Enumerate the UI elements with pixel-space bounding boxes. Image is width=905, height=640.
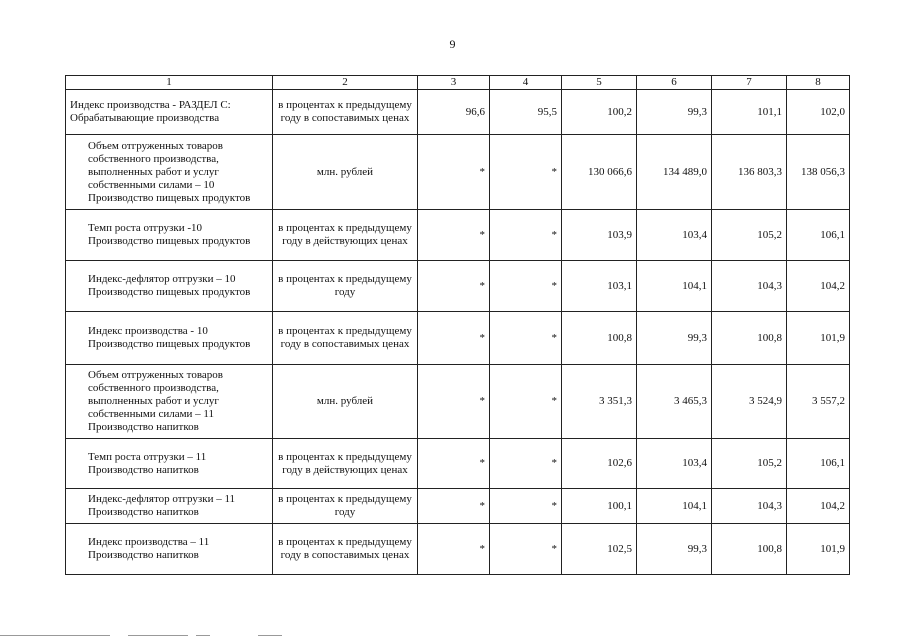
unit-cell: в процентах к предыдущему году в сопоставимых ценах: [273, 524, 418, 575]
value-cell: 3 524,9: [712, 365, 787, 439]
value-cell: 105,2: [712, 210, 787, 261]
value-cell: *: [490, 489, 562, 524]
value-cell: 95,5: [490, 90, 562, 135]
value-cell: 105,2: [712, 439, 787, 489]
value-cell: 134 489,0: [637, 135, 712, 210]
table-header-row: [66, 76, 850, 90]
value-cell: 104,3: [712, 489, 787, 524]
table-row: [66, 365, 850, 439]
table-row: [66, 261, 850, 312]
value-cell: *: [490, 261, 562, 312]
value-cell: 99,3: [637, 524, 712, 575]
indicator-name: Индекс-дефлятор отгрузки – 10 Производство пищевых продуктов: [66, 261, 273, 312]
table-row: [66, 439, 850, 489]
unit-cell: в процентах к предыдущему году в сопоставимых ценах: [273, 312, 418, 365]
value-cell: 96,6: [418, 90, 490, 135]
value-cell: 103,4: [637, 210, 712, 261]
unit-cell: в процентах к предыдущему году в сопоставимых ценах: [273, 90, 418, 135]
value-cell: 3 557,2: [787, 365, 850, 439]
value-cell: *: [418, 439, 490, 489]
table-row: [66, 135, 850, 210]
value-cell: 104,2: [787, 261, 850, 312]
unit-cell: млн. рублей: [273, 365, 418, 439]
column-header: 7: [712, 76, 787, 90]
value-cell: *: [490, 135, 562, 210]
value-cell: 103,4: [637, 439, 712, 489]
indicator-name: Индекс-дефлятор отгрузки – 11 Производство напитков: [66, 489, 273, 524]
table-row: [66, 489, 850, 524]
value-cell: *: [418, 312, 490, 365]
value-cell: *: [418, 365, 490, 439]
value-cell: 106,1: [787, 439, 850, 489]
value-cell: 103,9: [562, 210, 637, 261]
value-cell: *: [418, 489, 490, 524]
value-cell: 104,3: [712, 261, 787, 312]
value-cell: 101,9: [787, 312, 850, 365]
column-header: 1: [66, 76, 273, 90]
unit-cell: в процентах к предыдущему году в действующих ценах: [273, 439, 418, 489]
indicator-name: Объем отгруженных товаров собственного производства, выполненных работ и услуг собственными силами – 11 Производство напитков: [66, 365, 273, 439]
table-row: [66, 312, 850, 365]
indicators-table: [65, 75, 850, 575]
value-cell: *: [490, 365, 562, 439]
value-cell: *: [418, 261, 490, 312]
page-number: 9: [449, 37, 456, 51]
column-header: 3: [418, 76, 490, 90]
value-cell: *: [490, 524, 562, 575]
column-header: 5: [562, 76, 637, 90]
table-row: [66, 524, 850, 575]
value-cell: *: [490, 439, 562, 489]
value-cell: 101,9: [787, 524, 850, 575]
value-cell: 102,0: [787, 90, 850, 135]
value-cell: 100,1: [562, 489, 637, 524]
footer-rule: [0, 635, 110, 636]
unit-cell: в процентах к предыдущему году: [273, 261, 418, 312]
table-row: [66, 90, 850, 135]
column-header: 8: [787, 76, 850, 90]
column-header: 6: [637, 76, 712, 90]
value-cell: 104,1: [637, 261, 712, 312]
value-cell: 130 066,6: [562, 135, 637, 210]
unit-cell: в процентах к предыдущему году в действующих ценах: [273, 210, 418, 261]
value-cell: 102,6: [562, 439, 637, 489]
value-cell: 104,2: [787, 489, 850, 524]
value-cell: 3 351,3: [562, 365, 637, 439]
value-cell: 104,1: [637, 489, 712, 524]
indicator-name: Индекс производства - 10 Производство пищевых продуктов: [66, 312, 273, 365]
footer-rule: [258, 635, 282, 636]
value-cell: *: [418, 210, 490, 261]
value-cell: *: [418, 135, 490, 210]
value-cell: 138 056,3: [787, 135, 850, 210]
value-cell: 103,1: [562, 261, 637, 312]
value-cell: 136 803,3: [712, 135, 787, 210]
value-cell: 100,8: [712, 524, 787, 575]
column-header: 4: [490, 76, 562, 90]
footer-rule: [196, 635, 210, 636]
value-cell: 102,5: [562, 524, 637, 575]
table-row: [66, 210, 850, 261]
value-cell: *: [418, 524, 490, 575]
indicator-name: Темп роста отгрузки – 11 Производство напитков: [66, 439, 273, 489]
unit-cell: млн. рублей: [273, 135, 418, 210]
indicator-name: Объем отгруженных товаров собственного производства, выполненных работ и услуг собственными силами – 10 Производство пищевых продуктов: [66, 135, 273, 210]
footer-rule: [128, 635, 188, 636]
unit-cell: в процентах к предыдущему году: [273, 489, 418, 524]
indicator-name: Индекс производства – 11 Производство напитков: [66, 524, 273, 575]
indicator-name: Темп роста отгрузки -10 Производство пищевых продуктов: [66, 210, 273, 261]
value-cell: 3 465,3: [637, 365, 712, 439]
value-cell: 100,2: [562, 90, 637, 135]
value-cell: 100,8: [562, 312, 637, 365]
value-cell: 99,3: [637, 312, 712, 365]
column-header: 2: [273, 76, 418, 90]
value-cell: 100,8: [712, 312, 787, 365]
value-cell: 106,1: [787, 210, 850, 261]
value-cell: 101,1: [712, 90, 787, 135]
indicator-name: Индекс производства - РАЗДЕЛ С: Обрабатывающие производства: [66, 90, 273, 135]
value-cell: *: [490, 210, 562, 261]
value-cell: *: [490, 312, 562, 365]
value-cell: 99,3: [637, 90, 712, 135]
